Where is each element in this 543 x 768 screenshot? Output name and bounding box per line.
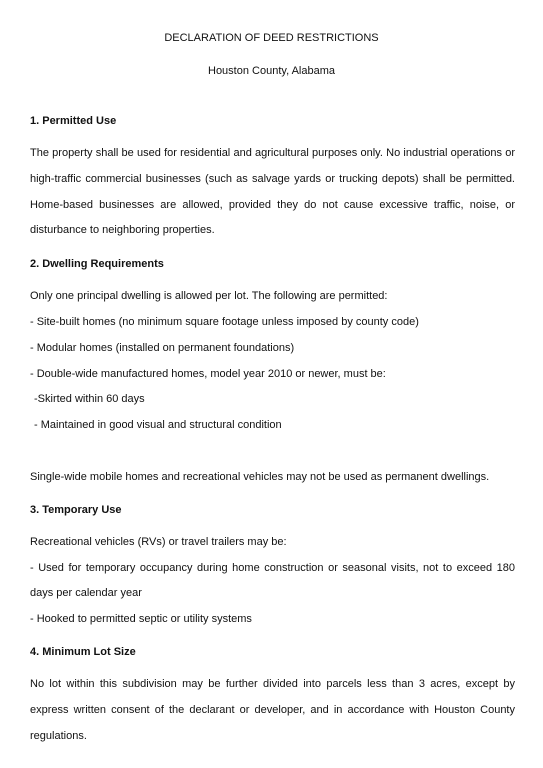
document-body	[30, 114, 515, 761]
section-heading: 1. Permitted Use	[30, 115, 117, 127]
section-intro: Only one principal dwelling is allowed per lot. The following are permitted:	[30, 290, 388, 303]
list-item: - Hooked to permitted septic or utility systems	[30, 613, 252, 626]
section-heading: 4. Minimum Lot Size	[30, 645, 136, 658]
section-minimum-lot-size	[30, 645, 515, 749]
spacer	[30, 439, 515, 465]
section-temporary-use	[30, 503, 515, 633]
list-item: - Modular homes (installed on permanent foundations)	[30, 341, 295, 354]
section-heading: 3. Temporary Use	[30, 503, 122, 516]
section-closing: Single-wide mobile homes and recreational vehicles may not be used as permanent dwellings.	[30, 470, 490, 483]
section-permitted-use	[30, 114, 515, 244]
section-dwelling-requirements	[30, 257, 515, 491]
document-title: DECLARATION OF DEED RESTRICTIONS	[164, 32, 379, 44]
sub-list-item: -Skirted within 60 days	[34, 393, 145, 406]
list-item: - Site-built homes (no minimum square footage unless imposed by county code)	[30, 315, 419, 328]
section-paragraph: No lot within this subdivision may be further divided into parcels less than 3 acres, except by express written consent of the declarant or developer, and in accordance with Houston County regulations.	[30, 677, 515, 742]
list-item: - Used for temporary occupancy during home construction or seasonal visits, not to exceed 180 days per calendar year	[30, 561, 515, 600]
list-item: - Double-wide manufactured homes, model year 2010 or newer, must be:	[30, 367, 386, 380]
section-heading: 2. Dwelling Requirements	[30, 258, 164, 271]
section-intro: Recreational vehicles (RVs) or travel trailers may be:	[30, 535, 287, 548]
sub-list-item: - Maintained in good visual and structural condition	[34, 419, 282, 432]
section-paragraph: The property shall be used for residential and agricultural purposes only. No industrial operations or high-traffic commercial businesses (such as salvage yards or trucking depots) shall be permitted. Home-based businesses are allowed, provided they do not cause excessive traffic, noise, or disturbance to neighboring properties.	[30, 147, 515, 237]
document-subtitle: Houston County, Alabama	[208, 65, 335, 77]
